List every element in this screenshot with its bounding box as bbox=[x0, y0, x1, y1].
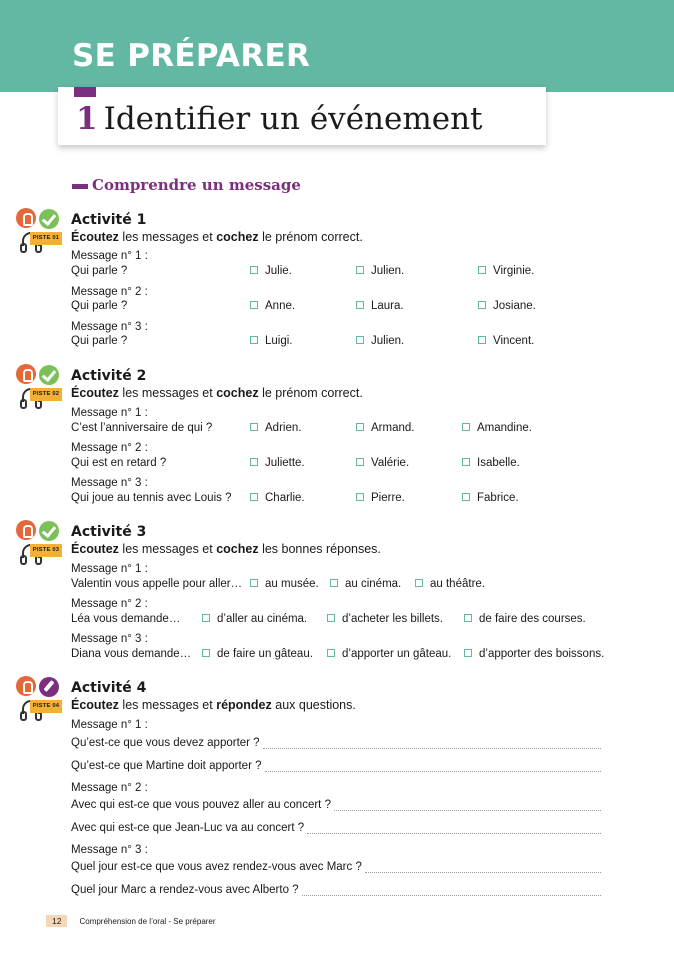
option-checkbox[interactable]: Julien. bbox=[356, 265, 404, 277]
message-label: Message n° 2 : bbox=[71, 442, 148, 454]
page-title: SE PRÉPARER bbox=[72, 38, 311, 74]
option-checkbox[interactable]: Virginie. bbox=[478, 265, 534, 277]
answer-line[interactable] bbox=[71, 861, 601, 873]
check-icon bbox=[39, 365, 59, 385]
question-text: Qu’est-ce que Martine doit apporter ? bbox=[71, 760, 262, 772]
header-banner bbox=[0, 0, 674, 92]
message-question: Qui est en retard ? bbox=[71, 457, 167, 469]
option-checkbox[interactable]: Charlie. bbox=[250, 492, 305, 504]
ear-icon bbox=[16, 364, 36, 384]
answer-line[interactable] bbox=[71, 822, 601, 834]
option-checkbox[interactable]: au théâtre. bbox=[415, 578, 485, 590]
page-footer bbox=[46, 915, 216, 927]
option-checkbox[interactable]: au musée. bbox=[250, 578, 319, 590]
answer-field[interactable] bbox=[263, 739, 601, 749]
answer-field[interactable] bbox=[334, 801, 601, 811]
question-text: Quel jour Marc a rendez-vous avec Alberto ? bbox=[71, 884, 299, 896]
track-badge: PISTE 01 bbox=[30, 232, 62, 245]
option-checkbox[interactable]: Fabrice. bbox=[462, 492, 519, 504]
option-checkbox[interactable]: Isabelle. bbox=[462, 457, 520, 469]
check-icon bbox=[39, 209, 59, 229]
message-label: Message n° 3 : bbox=[71, 321, 148, 333]
option-checkbox[interactable]: Juliette. bbox=[250, 457, 305, 469]
option-checkbox[interactable]: Julie. bbox=[250, 265, 292, 277]
option-checkbox[interactable]: d’apporter un gâteau. bbox=[327, 648, 451, 660]
ear-icon bbox=[16, 208, 36, 228]
option-checkbox[interactable]: Vincent. bbox=[478, 335, 534, 347]
option-checkbox[interactable]: Adrien. bbox=[250, 422, 301, 434]
title-accent-bar bbox=[74, 87, 96, 97]
message-label: Message n° 1 : bbox=[71, 563, 148, 575]
message-label: Message n° 3 : bbox=[71, 477, 148, 489]
question-text: Avec qui est-ce que Jean-Luc va au concert ? bbox=[71, 822, 305, 834]
answer-line[interactable] bbox=[71, 884, 601, 896]
answer-line[interactable] bbox=[71, 737, 601, 749]
message-question: Qui joue au tennis avec Louis ? bbox=[71, 492, 232, 504]
subheading bbox=[72, 176, 301, 194]
activity-title: Activité 4 bbox=[71, 680, 147, 696]
pencil-icon bbox=[39, 677, 59, 697]
option-checkbox[interactable]: Armand. bbox=[356, 422, 414, 434]
subheading-bar bbox=[72, 184, 88, 189]
message-label: Message n° 3 : bbox=[71, 633, 148, 645]
message-label: Message n° 1 : bbox=[71, 719, 148, 731]
option-checkbox[interactable]: Julien. bbox=[356, 335, 404, 347]
message-question: Diana vous demande… bbox=[71, 648, 192, 660]
activity-title: Activité 3 bbox=[71, 524, 147, 540]
option-checkbox[interactable]: de faire des courses. bbox=[464, 613, 586, 625]
message-question: C’est l’anniversaire de qui ? bbox=[71, 422, 213, 434]
option-checkbox[interactable]: d’acheter les billets. bbox=[327, 613, 443, 625]
option-checkbox[interactable]: d’aller au cinéma. bbox=[202, 613, 307, 625]
activity-title: Activité 2 bbox=[71, 368, 147, 384]
message-label: Message n° 2 : bbox=[71, 286, 148, 298]
question-text: Qu’est-ce que vous devez apporter ? bbox=[71, 737, 260, 749]
question-text: Quel jour est-ce que vous avez rendez-vous avec Marc ? bbox=[71, 861, 362, 873]
section-title-text: Identifier un événement bbox=[103, 101, 483, 137]
option-checkbox[interactable]: Laura. bbox=[356, 300, 404, 312]
activity-icons bbox=[16, 364, 66, 434]
activity-instruction: Écoutez les messages et cochez les bonnes réponses. bbox=[71, 542, 381, 556]
option-checkbox[interactable]: Amandine. bbox=[462, 422, 532, 434]
track-badge: PISTE 02 bbox=[30, 388, 62, 401]
activity-instruction: Écoutez les messages et répondez aux questions. bbox=[71, 698, 356, 712]
option-checkbox[interactable]: d’apporter des boissons. bbox=[464, 648, 604, 660]
message-question: Qui parle ? bbox=[71, 300, 128, 312]
track-badge: PISTE 03 bbox=[30, 544, 62, 557]
section-title-card bbox=[58, 87, 546, 145]
ear-icon bbox=[16, 676, 36, 696]
option-checkbox[interactable]: Anne. bbox=[250, 300, 295, 312]
message-label: Message n° 1 : bbox=[71, 250, 148, 262]
question-text: Avec qui est-ce que vous pouvez aller au concert ? bbox=[71, 799, 331, 811]
activity-icons bbox=[16, 520, 66, 590]
option-checkbox[interactable]: Josiane. bbox=[478, 300, 536, 312]
activity-icons bbox=[16, 208, 66, 278]
option-checkbox[interactable]: Luigi. bbox=[250, 335, 293, 347]
track-badge: PISTE 04 bbox=[30, 700, 62, 713]
answer-field[interactable] bbox=[302, 886, 601, 896]
activity-title: Activité 1 bbox=[71, 212, 147, 228]
answer-field[interactable] bbox=[307, 824, 601, 834]
answer-line[interactable] bbox=[71, 799, 601, 811]
activity-instruction: Écoutez les messages et cochez le prénom correct. bbox=[71, 386, 363, 400]
message-question: Valentin vous appelle pour aller… bbox=[71, 578, 243, 590]
activity-instruction: Écoutez les messages et cochez le prénom correct. bbox=[71, 230, 363, 244]
message-question: Léa vous demande… bbox=[71, 613, 181, 625]
option-checkbox[interactable]: Valérie. bbox=[356, 457, 409, 469]
answer-line[interactable] bbox=[71, 760, 601, 772]
message-label: Message n° 2 : bbox=[71, 598, 148, 610]
message-label: Message n° 2 : bbox=[71, 782, 148, 794]
message-label: Message n° 3 : bbox=[71, 844, 148, 856]
subheading-text: Comprendre un message bbox=[92, 176, 301, 194]
message-label: Message n° 1 : bbox=[71, 407, 148, 419]
option-checkbox[interactable]: de faire un gâteau. bbox=[202, 648, 313, 660]
option-checkbox[interactable]: au cinéma. bbox=[330, 578, 401, 590]
message-question: Qui parle ? bbox=[71, 265, 128, 277]
footer-text: Compréhension de l’oral - Se préparer bbox=[79, 916, 216, 926]
message-question: Qui parle ? bbox=[71, 335, 128, 347]
option-checkbox[interactable]: Pierre. bbox=[356, 492, 405, 504]
activity-icons bbox=[16, 676, 66, 746]
check-icon bbox=[39, 521, 59, 541]
ear-icon bbox=[16, 520, 36, 540]
answer-field[interactable] bbox=[265, 762, 602, 772]
answer-field[interactable] bbox=[365, 863, 601, 873]
page-number: 12 bbox=[46, 915, 67, 927]
section-title bbox=[76, 101, 483, 137]
section-number: 1 bbox=[76, 101, 98, 137]
